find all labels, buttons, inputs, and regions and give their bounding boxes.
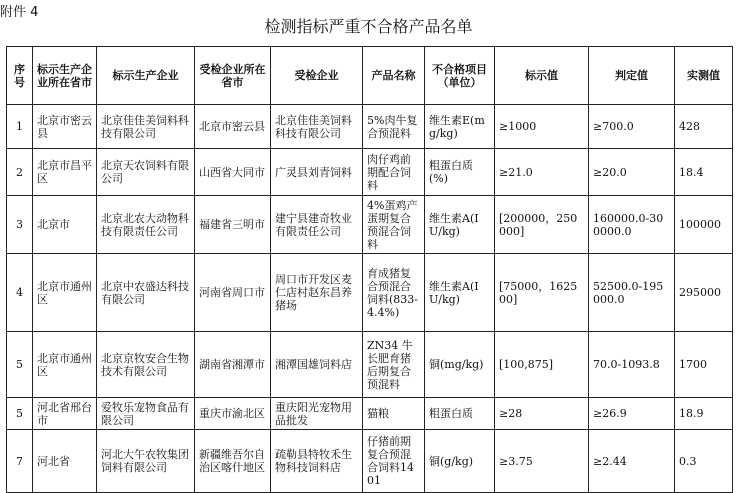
cell-inspected-company: 疏勒县特牧禾生物科技饲料店 [271,430,363,493]
cell-failed-item: 维生素A(IU/kg) [425,254,495,332]
header-producer: 标示生产企业 [97,47,195,105]
cell-failed-item: 铜(mg/kg) [425,332,495,398]
header-inspected-company: 受检企业 [271,47,363,105]
cell-failed-item: 维生素A(IU/kg) [425,196,495,254]
header-measured-value: 实测值 [675,47,733,105]
cell-product-name: 4%蛋鸡产蛋期复合预混合饲料 [363,196,425,254]
cell-inspected-company: 广灵县刘青饲料 [271,149,363,196]
cell-judged-value: ≥26.9 [589,398,675,430]
cell-producer: 北京天农饲料有限公司 [97,149,195,196]
cell-product-name: 肉仔鸡前期配合饲料 [363,149,425,196]
cell-producer: 北京北农大动物科技有限责任公司 [97,196,195,254]
cell-inspected-province: 重庆市渝北区 [195,398,271,430]
cell-inspected-province: 湖南省湘潭市 [195,332,271,398]
cell-producer: 北京京牧安合生物技术有限公司 [97,332,195,398]
cell-producer: 北京中农盛达科技有限公司 [97,254,195,332]
header-inspected-province: 受检企业所在省市 [195,47,271,105]
cell-inspected-province: 福建省三明市 [195,196,271,254]
cell-failed-item: 粗蛋白质(%) [425,149,495,196]
table-row [7,149,733,196]
cell-judged-value: 70.0-1093.8 [589,332,675,398]
table-row [7,332,733,398]
document-title: 检测指标严重不合格产品名单 [264,17,473,36]
table-row [7,196,733,254]
cell-labeled-value: [200000，250000] [495,196,589,254]
cell-producer: 北京佳佳美饲料科技有限公司 [97,105,195,149]
cell-seq: 5 [7,398,33,430]
table-row [7,398,733,430]
cell-seq: 3 [7,196,33,254]
cell-judged-value: 160000.0-300000.0 [589,196,675,254]
cell-measured-value: 18.4 [675,149,733,196]
cell-labeled-value: ≥28 [495,398,589,430]
cell-judged-value: ≥20.0 [589,149,675,196]
cell-producer-province: 北京市 [33,196,97,254]
table-row [7,430,733,493]
header-product-name: 产品名称 [363,47,425,105]
cell-labeled-value: [75000，162500] [495,254,589,332]
cell-inspected-province: 山西省大同市 [195,149,271,196]
cell-inspected-company: 北京佳佳美饲料科技有限公司 [271,105,363,149]
cell-inspected-province: 北京市密云县 [195,105,271,149]
cell-measured-value: 18.9 [675,398,733,430]
cell-measured-value: 295000 [675,254,733,332]
cell-judged-value: ≥2.44 [589,430,675,493]
cell-measured-value: 428 [675,105,733,149]
cell-producer-province: 北京市昌平区 [33,149,97,196]
cell-failed-item: 铜(g/kg) [425,430,495,493]
cell-seq: 2 [7,149,33,196]
cell-inspected-company: 重庆阳光宠物用品批发 [271,398,363,430]
cell-producer-province: 河北省邢台市 [33,398,97,430]
cell-measured-value: 1700 [675,332,733,398]
cell-judged-value: 52500.0-195000.0 [589,254,675,332]
table-header-row [7,47,733,105]
cell-product-name: 育成猪复合预混合饲料(833-4.4%) [363,254,425,332]
cell-measured-value: 0.3 [675,430,733,493]
cell-labeled-value: ≥3.75 [495,430,589,493]
cell-inspected-province: 河南省周口市 [195,254,271,332]
product-table [6,46,733,493]
cell-seq: 1 [7,105,33,149]
cell-inspected-province: 新疆维吾尔自治区喀什地区 [195,430,271,493]
cell-seq: 7 [7,430,33,493]
table-row [7,105,733,149]
cell-producer-province: 河北省 [33,430,97,493]
header-producer-province: 标示生产企业所在省市 [33,47,97,105]
cell-producer-province: 北京市密云县 [33,105,97,149]
cell-labeled-value: ≥1000 [495,105,589,149]
header-failed-item: 不合格项目（单位） [425,47,495,105]
cell-product-name: 5%肉牛复合预混料 [363,105,425,149]
cell-failed-item: 维生素E(mg/kg) [425,105,495,149]
cell-producer: 河北大午农牧集团饲料有限公司 [97,430,195,493]
cell-producer-province: 北京市通州区 [33,254,97,332]
table-row [7,254,733,332]
cell-inspected-company: 建宁县建奇牧业有限责任公司 [271,196,363,254]
cell-measured-value: 100000 [675,196,733,254]
cell-labeled-value: ≥21.0 [495,149,589,196]
cell-labeled-value: [100,875] [495,332,589,398]
cell-seq: 4 [7,254,33,332]
cell-failed-item: 粗蛋白质 [425,398,495,430]
cell-producer: 爱牧乐宠物食品有限公司 [97,398,195,430]
cell-judged-value: ≥700.0 [589,105,675,149]
cell-inspected-company: 湘潭国雄饲料店 [271,332,363,398]
header-seq: 序号 [7,47,33,105]
cell-product-name: ZN34 牛长肥育猪后期复合预混料 [363,332,425,398]
cell-producer-province: 北京市通州区 [33,332,97,398]
header-labeled-value: 标示值 [495,47,589,105]
attachment-label: 附件 4 [0,5,39,20]
cell-seq: 5 [7,332,33,398]
cell-inspected-company: 周口市开发区麦仁店村赵东昌养猪场 [271,254,363,332]
header-judged-value: 判定值 [589,47,675,105]
cell-product-name: 仔猪前期复合预混合饲料1401 [363,430,425,493]
cell-product-name: 猫粮 [363,398,425,430]
